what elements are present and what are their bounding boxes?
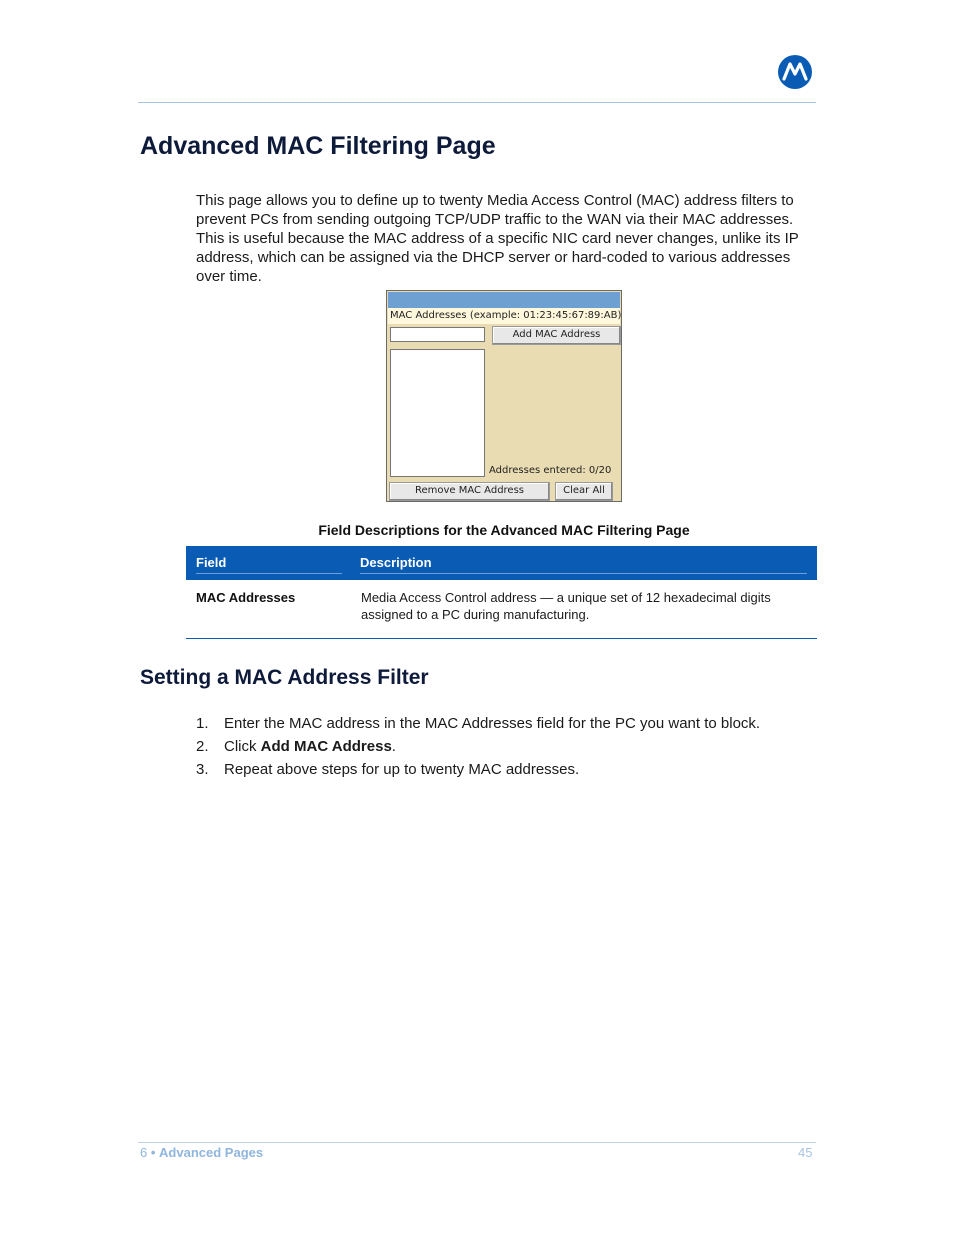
mac-addresses-label: MAC Addresses (example: 01:23:45:67:89:AB) xyxy=(388,308,620,324)
mac-address-input[interactable] xyxy=(390,327,485,342)
field-descriptions-table xyxy=(186,546,817,639)
row-description: Media Access Control address — a unique set of 12 hexadecimal digits assigned to a PC during manufacturing. xyxy=(361,590,771,622)
row-field: MAC Addresses xyxy=(196,590,296,605)
step-text xyxy=(224,735,396,758)
addresses-entered-count: Addresses entered: 0/20 xyxy=(489,465,612,476)
table-row xyxy=(186,580,817,639)
step-text-bold: Add MAC Address xyxy=(260,738,392,755)
mac-address-list[interactable] xyxy=(390,349,485,477)
step-text: Repeat above steps for up to twenty MAC addresses. xyxy=(224,761,580,778)
motorola-logo-icon xyxy=(778,55,812,89)
header-rule xyxy=(138,102,816,103)
mac-filter-screenshot xyxy=(386,290,622,502)
intro-paragraph: This page allows you to define up to twenty Media Access Control (MAC) address filters to prevent PCs from sending outgoing TCP/UDP traffic to the WAN via their MAC addresses. This is useful because the MAC address of a specific NIC card never changes, unlike its IP address, which can be assigned via the DHCP server or hard-coded to various addresses over time. xyxy=(196,192,799,285)
step-text-pre: Click xyxy=(224,738,261,755)
clear-all-button[interactable]: Clear All xyxy=(555,482,613,501)
widget-title-bar xyxy=(388,292,620,308)
add-mac-address-button[interactable]: Add MAC Address xyxy=(492,326,621,345)
footer-section-name: Advanced Pages xyxy=(159,1145,264,1160)
section-title: Setting a MAC Address Filter xyxy=(140,666,429,689)
header-field: Field xyxy=(196,555,342,574)
step-number: 2. xyxy=(196,738,209,755)
remove-mac-address-button[interactable]: Remove MAC Address xyxy=(389,482,550,501)
step-text-post: . xyxy=(391,738,396,755)
page-title: Advanced MAC Filtering Page xyxy=(140,132,496,160)
footer-chapter-number: 6 xyxy=(140,1145,148,1160)
footer-rule xyxy=(138,1142,816,1143)
step-number: 1. xyxy=(196,715,209,732)
table-header xyxy=(186,546,817,580)
step-number: 3. xyxy=(196,761,209,778)
table-caption: Field Descriptions for the Advanced MAC Filtering Page xyxy=(318,522,690,538)
header-description: Description xyxy=(360,555,807,574)
step-text: Enter the MAC address in the MAC Addresses field for the PC you want to block. xyxy=(224,715,761,732)
footer-chapter xyxy=(140,1145,263,1160)
page-number: 45 xyxy=(798,1145,813,1160)
footer-separator: • xyxy=(150,1145,156,1160)
